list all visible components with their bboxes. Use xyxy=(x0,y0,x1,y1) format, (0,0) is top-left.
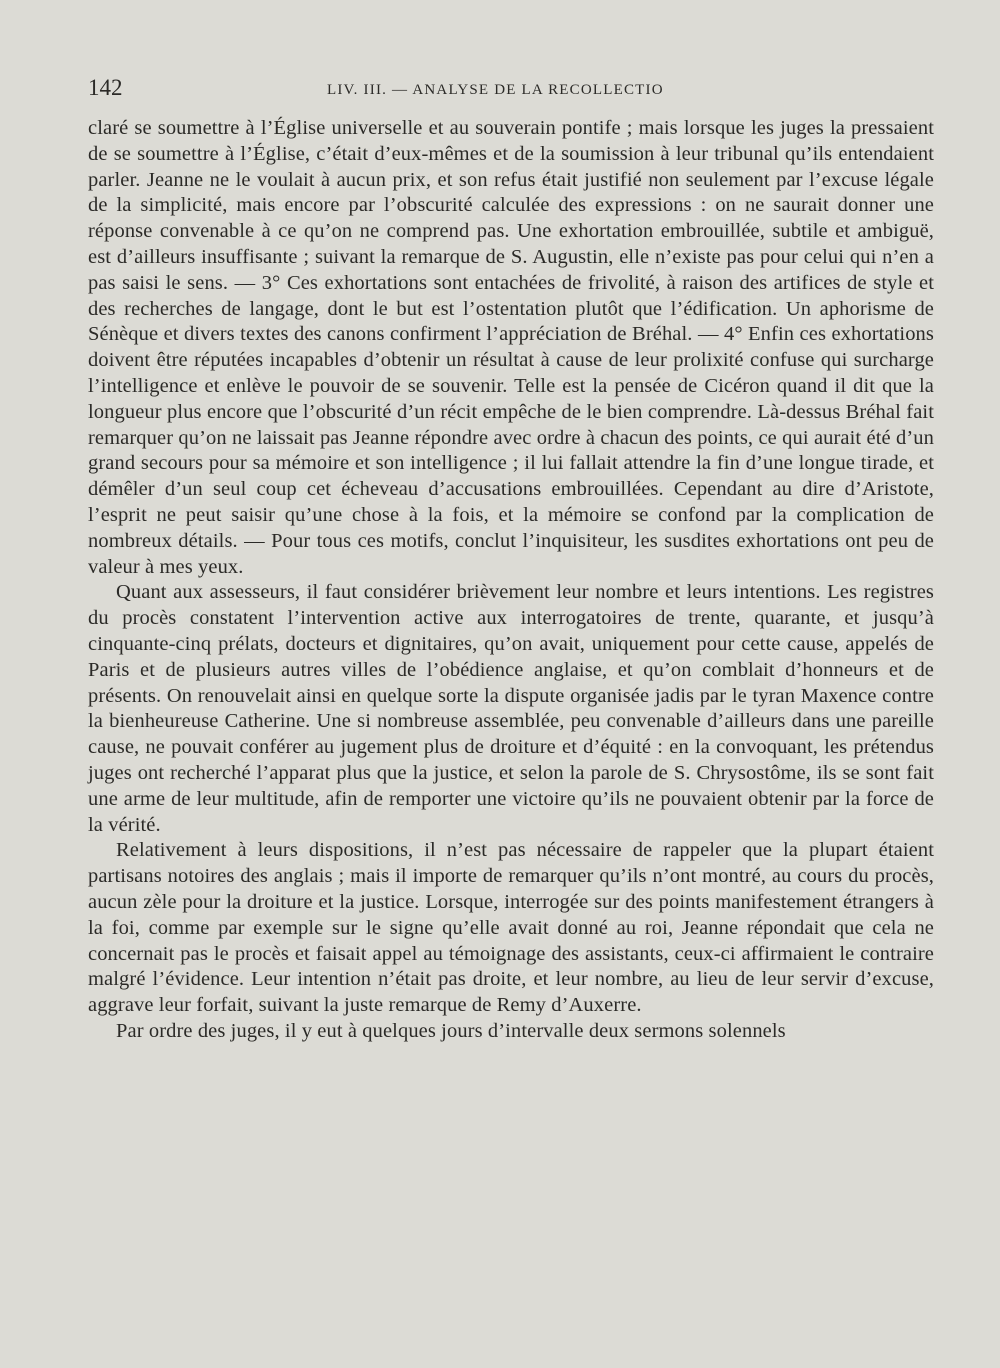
page-number: 142 xyxy=(88,75,123,100)
paragraph-4: Par ordre des juges, il y eut à quelques jours d’intervalle deux sermons solennels xyxy=(116,1019,786,1042)
running-head: LIV. III. — ANALYSE DE LA RECOLLECTIO xyxy=(327,82,664,98)
paragraph-2: Quant aux assesseurs, il faut considérer brièvement leur nombre et leurs intentions. Les registres du procès constatent l’intervention active aux interrogatoires de trente, quarante, et jusqu’à cinquante-cinq prélats, docteurs et dignitaires, qu’on avait, uniquement pour cette cause, appelés de Paris et de plusieurs autres villes de l’obédience anglaise, et qu’on comblait d’honneurs et de présents. On renouvelait ainsi en quelque sorte la dispute organisée jadis par le tyran Maxence contre la bienheureuse Catherine. Une si nombreuse assemblée, peu convenable d’ailleurs dans une pareille cause, ne pouvait conférer au jugement plus de droiture et d’équité : en la convoquant, les prétendus juges ont recherché l’apparat plus que la justice, et selon la parole de S. Chrysostôme, ils se sont fait une arme de leur multitude, afin de remporter une victoire qu’ils ne pouvaient obtenir par la force de la vérité. xyxy=(88,581,934,836)
paragraph-3: Relativement à leurs dispositions, il n’est pas nécessaire de rappeler que la plupart étaient partisans notoires des anglais ; mais il importe de remarquer qu’ils n’ont montré, au cours du procès, aucun zèle pour la droiture et la justice. Lorsque, interrogée sur des points manifestement étrangers à la foi, comme par exemple sur le signe qu’elle avait donné au roi, Jeanne répondait que cela ne concernait pas le procès et faisait appel au témoignage des assistants, ceux-ci affirmaient le contraire malgré l’évidence. Leur intention n’était pas droite, et leur nombre, au lieu de leur servir d’excuse, aggrave leur forfait, suivant la juste remarque de Remy d’Auxerre. xyxy=(88,839,934,1017)
paragraph-1: claré se soumettre à l’Église universelle et au souverain pontife ; mais lorsque les juges la pressaient de se soumettre à l’Église, c’était d’eux-mêmes et de la soumission à leur tribunal qu’ils entendaient parler. Jeanne ne le voulait à aucun prix, et son refus était justifié non seulement par l’excuse légale de la simplicité, mais encore par l’obscurité calculée des expressions : on ne saurait donner une réponse convenable à ce qu’on ne comprend pas. Une exhortation embrouillée, subtile et ambiguë, est d’ailleurs insuffisante ; suivant la remarque de S. Augustin, elle n’existe pas pour celui qui n’en a pas saisi le sens. — 3° Ces exhortations sont entachées de frivolité, à raison des artifices de style et des recherches de langage, dont le but est l’ostentation plutôt que l’édification. Un aphorisme de Sénèque et divers textes des canons confirment l’appréciation de Bréhal. — 4° Enfin ces exhortations doivent être réputées incapables d’obtenir un résultat à cause de leur prolixité confuse qui surcharge l’intelligence et enlève le pouvoir de se souvenir. Telle est la pensée de Cicéron quand il dit que la longueur plus encore que l’obscurité d’un récit empêche de le bien comprendre. Là-dessus Bréhal fait remarquer qu’on ne laissait pas Jeanne répondre avec ordre à chacun des points, ce qui aurait été d’un grand secours pour sa mémoire et son intelligence ; il lui fallait attendre la fin d’une longue tirade, et démêler d’un seul coup cet écheveau d’accusations embrouillées. Cependant au dire d’Aristote, l’esprit ne peut saisir qu’une chose à la fois, et la mémoire se confond par la complication de nombreux détails. — Pour tous ces motifs, conclut l’inquisiteur, les susdites exhortations ont peu de valeur à mes yeux. xyxy=(88,117,934,578)
body-text xyxy=(88,116,934,1045)
